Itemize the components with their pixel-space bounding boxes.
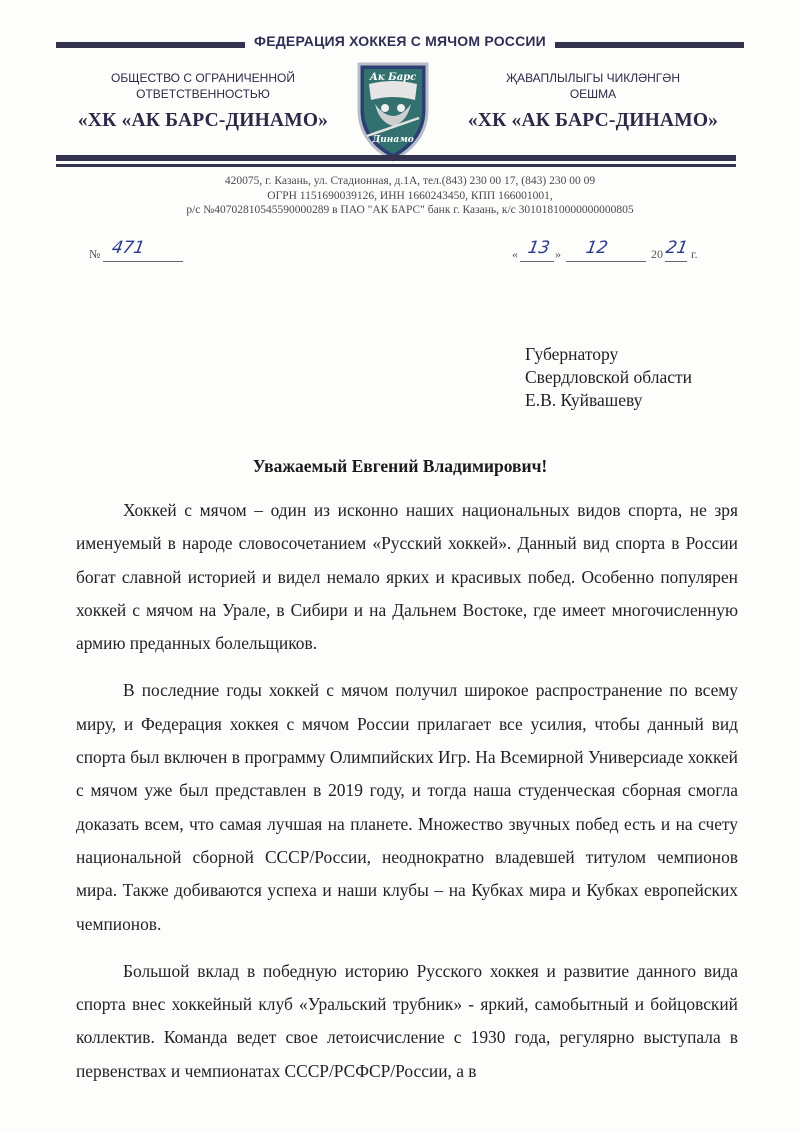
salutation: Уважаемый Евгений Владимирович! [252, 456, 548, 476]
date-year: 21 [664, 238, 690, 258]
address-line: 420075, г. Казань, ул. Стадионная, д.1А, тел.(843) 230 00 17, (843) 230 00 09 [224, 175, 596, 187]
header-bottom-rule-thick [56, 155, 736, 161]
date-month: 12 [584, 238, 610, 258]
org-type-tatar: ҖАВАПЛЫЛЫГЫ ЧИКЛӘНГӘН ОЕШМА [505, 71, 680, 101]
addressee-title: Губернатору [525, 344, 619, 364]
addressee-name: Е.В. Куйвашеву [525, 390, 643, 410]
registration-line: ОГРН 1151690039126, ИНН 1660243450, КПП 166001001, [267, 189, 553, 202]
date-year-unit: г. [691, 247, 698, 261]
org-name-right: «ХК «АК БАРС-ДИНАМО» [467, 110, 719, 131]
number-label: № [89, 247, 101, 261]
svg-text:Ак Барс: Ак Барс [369, 72, 417, 83]
date-close-quote: » [555, 247, 561, 261]
svg-text:Динамо: Динамо [372, 135, 414, 145]
number-underline [103, 261, 183, 262]
year-underline [665, 261, 687, 262]
letter-body [76, 494, 738, 1102]
day-underline [520, 261, 554, 262]
bank-details-line: р/с №40702810545590000289 в ПАО "АК БАРС" банк г. Казань, к/с 30101810000000000805 [186, 204, 634, 216]
date-day: 13 [526, 238, 552, 258]
month-underline [566, 261, 646, 262]
date-year-prefix: 20 [651, 247, 663, 261]
addressee-region: Свердловской области [525, 367, 693, 387]
addressee-block [525, 343, 692, 412]
letter-number: 471 [110, 238, 147, 258]
paragraph: В последние годы хоккей с мячом получил широкое распространение по всему миру, и Федерация хоккея с мячом России прилагает все усилия, чтобы данный вид спорта был включен в программу Олимпийских Игр. На Всемирной Универсиаде хоккей с мячом уже был представлен в 2019 году, и тогда наша студенческая сборная смогла доказать всем, что самая лучшая на планете. Множество звучных побед есть и на счету национальной сборной СССР/России, неоднократно владевшей титулом чемпионов мира. Также добиваются успеха и наши клубы – на Кубках мира и Кубках европейских чемпионов. [76, 680, 738, 934]
header-bottom-rule-thin [56, 164, 736, 167]
org-type-russian: ОБЩЕСТВО С ОГРАНИЧЕННОЙ ОТВЕТСТВЕННОСТЬЮ [111, 71, 295, 101]
paragraph: Хоккей с мячом – один из исконно наших национальных видов спорта, не зря именуемый в народе словосочетанием «Русский хоккей». Данный вид спорта в России богат славной историей и видел немало ярких и красивых побед. Особенно популярен хоккей с мячом на Урале, в Сибири и на Дальнем Востоке, где имеет многочисленную армию преданных болельщиков. [76, 500, 738, 654]
date-open-quote: « [512, 247, 518, 261]
club-logo-icon [353, 58, 433, 162]
paragraph: Большой вклад в победную историю Русского хоккея и развитие данного вида спорта внес хоккейный клуб «Уральский трубник» - яркий, самобытный и бойцовский коллектив. Команда ведет свое летоисчисление с 1930 года, регулярно выступала в первенствах и чемпионатах СССР/РСФСР/России, а в [76, 960, 738, 1081]
address-block [0, 174, 800, 218]
org-name-left: «ХК «АК БАРС-ДИНАМО» [77, 110, 329, 131]
federation-title: ФЕДЕРАЦИЯ ХОККЕЯ С МЯЧОМ РОССИИ [0, 33, 800, 49]
